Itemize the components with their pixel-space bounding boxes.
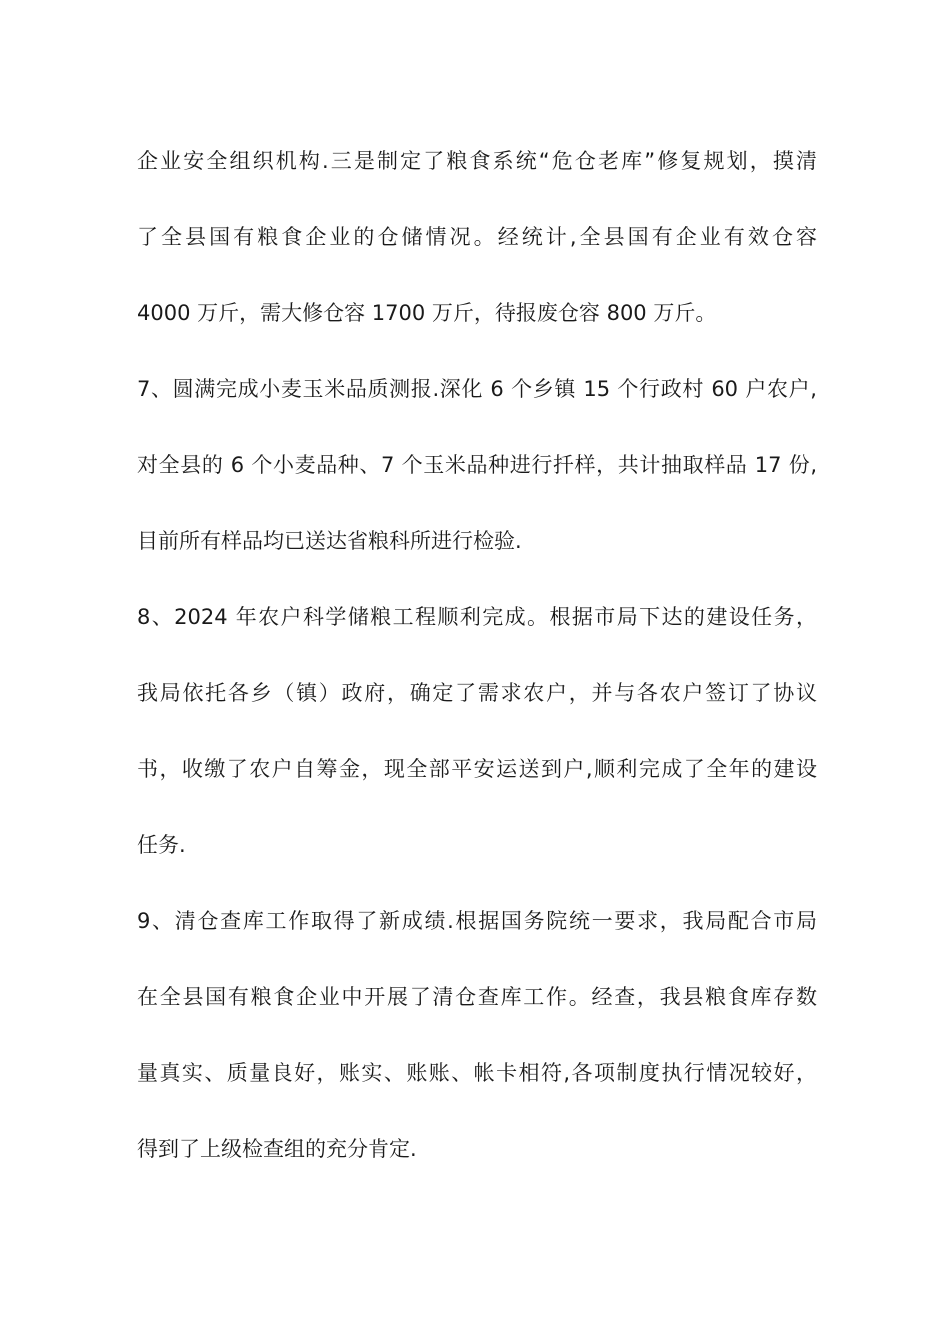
text-line: 在全县国有粮食企业中开展了清仓查库工作。经查，我县粮食库存数 (137, 985, 817, 1009)
text-line: 任务. (137, 833, 186, 857)
text-line: 9、清仓查库工作取得了新成绩.根据国务院统一要求，我局配合市局 (137, 909, 817, 933)
text-line: 对全县的 6 个小麦品种、7 个玉米品种进行扦样，共计抽取样品 17 份, (137, 453, 817, 477)
text-line: 量真实、质量良好，账实、账账、帐卡相符,各项制度执行情况较好， (137, 1061, 817, 1085)
text-line: 了全县国有粮食企业的仓储情况。经统计,全县国有企业有效仓容 (137, 225, 817, 249)
text-line: 4000 万斤，需大修仓容 1700 万斤，待报废仓容 800 万斤。 (137, 301, 717, 325)
text-line: 企业安全组织机构.三是制定了粮食系统“危仓老库”修复规划，摸清 (137, 149, 817, 173)
text-line: 目前所有样品均已送达省粮科所进行检验. (137, 529, 522, 553)
text-line: 7、圆满完成小麦玉米品质测报.深化 6 个乡镇 15 个行政村 60 户农户, (137, 377, 817, 401)
text-line: 书，收缴了农户自筹金，现全部平安运送到户,顺利完成了全年的建设 (137, 757, 817, 781)
text-line: 得到了上级检查组的充分肯定. (137, 1137, 417, 1161)
text-line: 我局依托各乡（镇）政府，确定了需求农户，并与各农户签订了协议 (137, 681, 817, 705)
text-line: 8、2024 年农户科学储粮工程顺利完成。根据市局下达的建设任务， (137, 605, 817, 629)
